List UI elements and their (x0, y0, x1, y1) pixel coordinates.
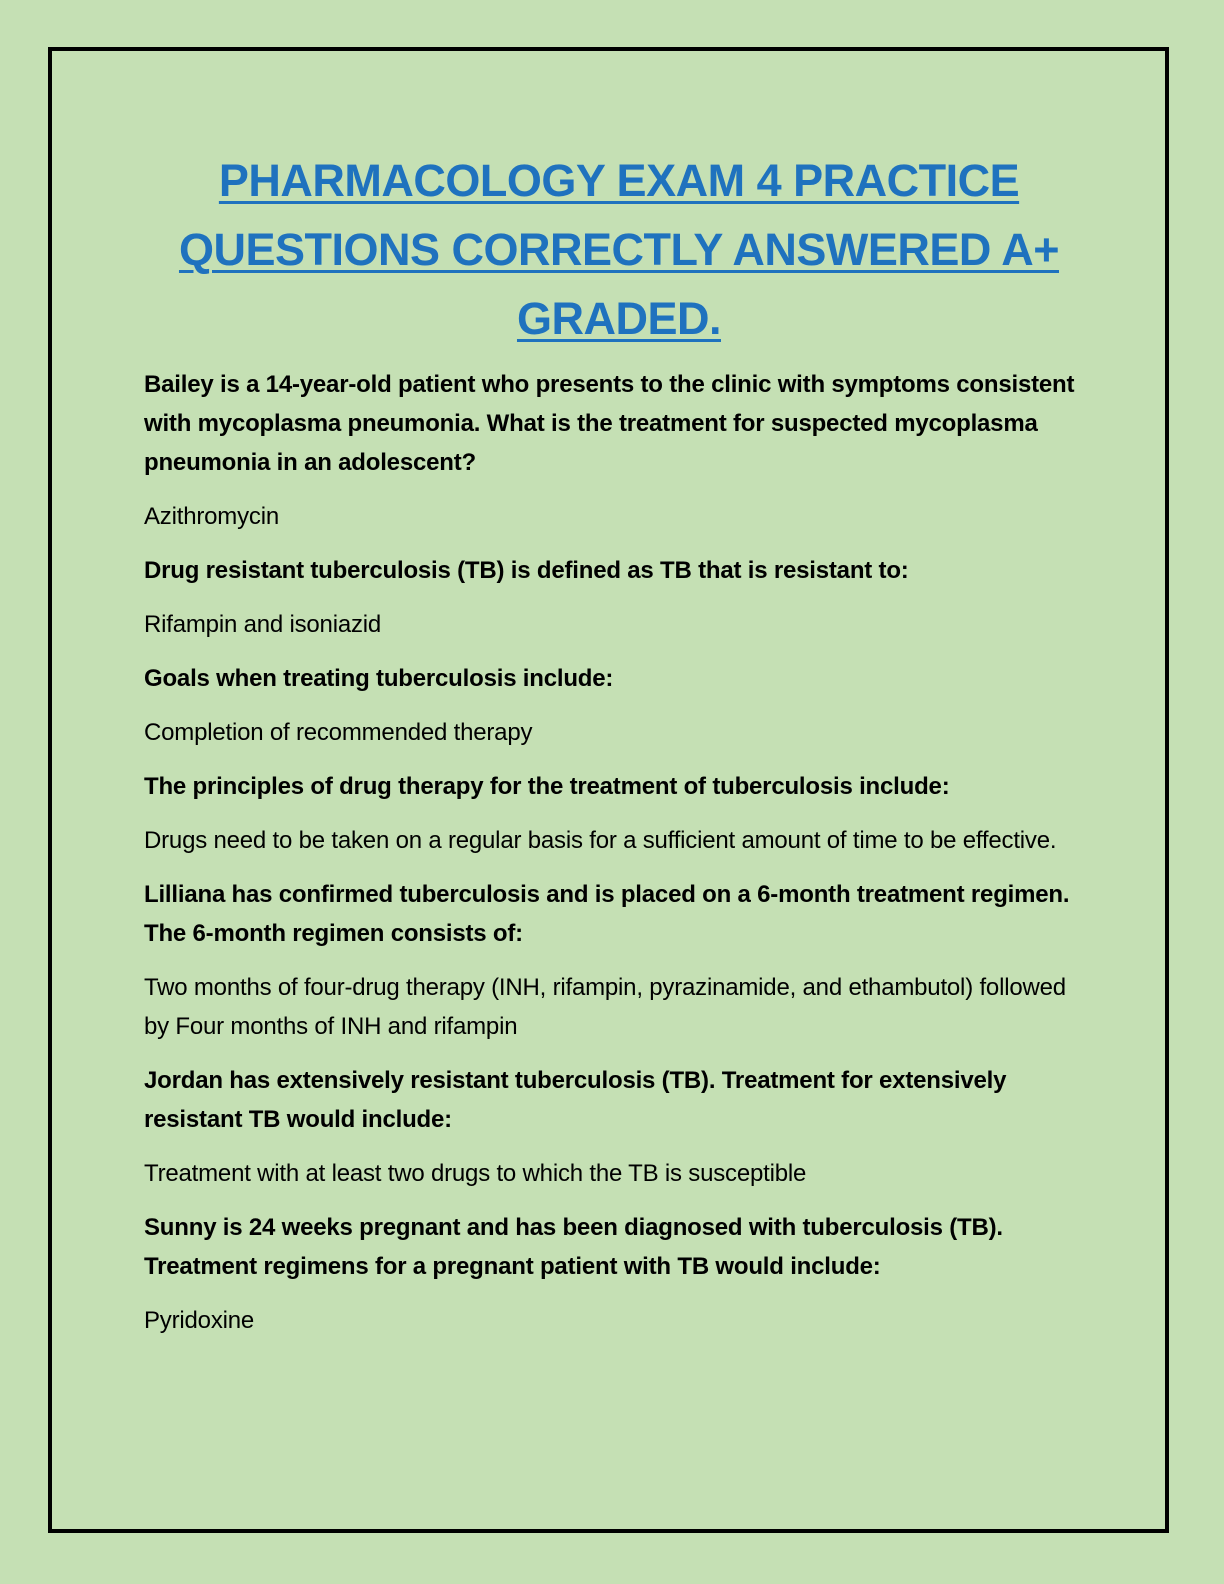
qa-list (144, 365, 1094, 1340)
question-2: Drug resistant tuberculosis (TB) is defined as TB that is resistant to: (144, 557, 909, 584)
answer-7: Pyridoxine (144, 1307, 255, 1334)
answer-2: Rifampin and isoniazid (144, 611, 382, 638)
question-3: Goals when treating tuberculosis include: (144, 665, 614, 692)
document-content (144, 146, 1094, 1355)
question-4: The principles of drug therapy for the treatment of tuberculosis include: (144, 773, 950, 800)
question-7: Sunny is 24 weeks pregnant and has been diagnosed with tuberculosis (TB). Treatment regimens for a pregnant patient with TB would include: (144, 1214, 1003, 1280)
question-1: Bailey is a 14-year-old patient who presents to the clinic with symptoms consistent with mycoplasma pneumonia. What is the treatment for suspected mycoplasma pneumonia in an adolescent? (144, 371, 1075, 476)
answer-6: Treatment with at least two drugs to which the TB is susceptible (144, 1160, 807, 1187)
answer-4: Drugs need to be taken on a regular basis for a sufficient amount of time to be effective. (144, 827, 1057, 854)
answer-1: Azithromycin (144, 503, 279, 530)
document-title: PHARMACOLOGY EXAM 4 PRACTICE QUESTIONS CORRECTLY ANSWERED A+ GRADED. (178, 155, 1060, 344)
answer-5: Two months of four-drug therapy (INH, rifampin, pyrazinamide, and ethambutol) followed by Four months of INH and rifampin (144, 974, 1066, 1040)
question-6: Jordan has extensively resistant tuberculosis (TB). Treatment for extensively resistant TB would include: (144, 1067, 1007, 1133)
answer-3: Completion of recommended therapy (144, 719, 533, 746)
question-5: Lilliana has confirmed tuberculosis and is placed on a 6-month treatment regimen. The 6-month regimen consists of: (144, 881, 1070, 947)
